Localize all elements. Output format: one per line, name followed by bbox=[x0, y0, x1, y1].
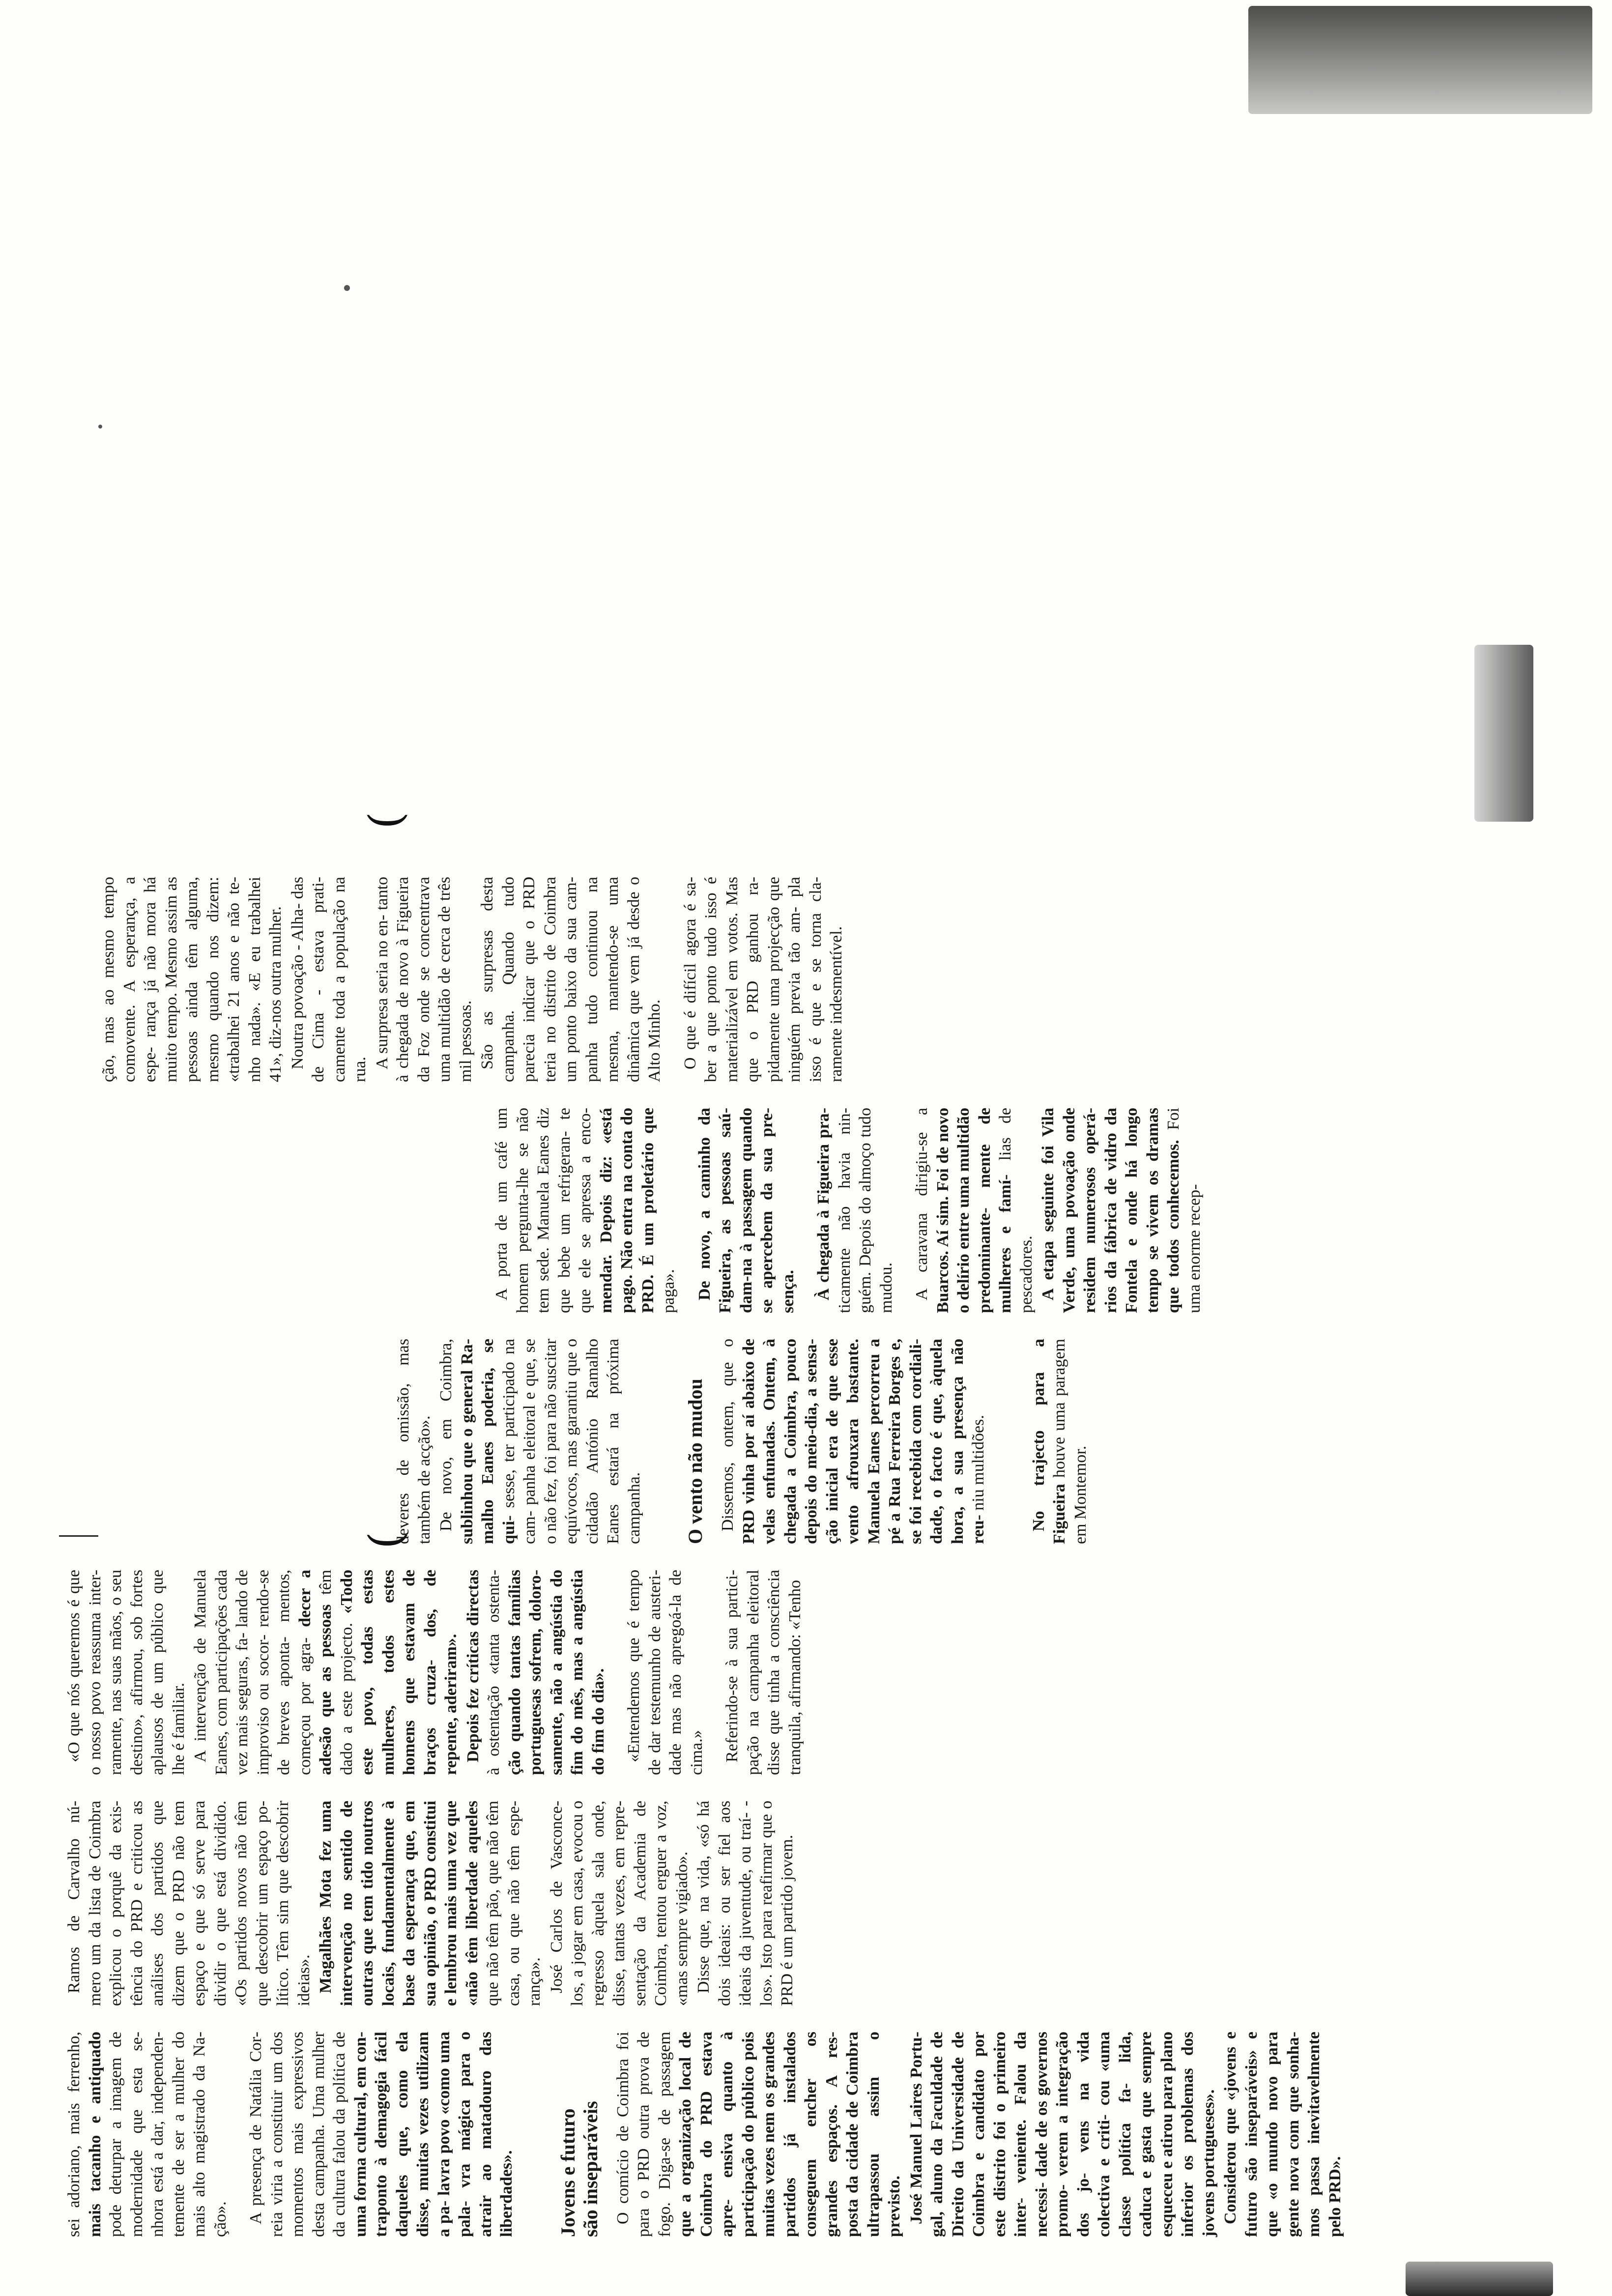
c5-line: rios da fábrica de vidro da bbox=[1101, 1108, 1120, 1313]
c2-line: casa, ou que não têm espe- bbox=[504, 1801, 523, 2006]
c4-line: No trajecto para a Figueira bbox=[1029, 1339, 1068, 1544]
c6-line: São as surpresas desta bbox=[478, 877, 496, 1069]
c3-line: mulheres, todos estes homens bbox=[379, 1570, 418, 1775]
c1-line: daqueles que, como ela disse, bbox=[393, 2032, 432, 2237]
c2-line: base da esperança que, em bbox=[400, 1801, 418, 2006]
c1-line: José Manuel Laires Portu- bbox=[907, 2032, 925, 2224]
c1-line: pelo PRD». bbox=[1325, 2156, 1344, 2237]
c5-line: ticamente não havia nin- bbox=[835, 1108, 854, 1313]
c5-line: Verde, uma povoação onde bbox=[1060, 1108, 1078, 1313]
c3-line: pação na campanha eleitoral bbox=[744, 1570, 762, 1775]
c6-line: o Alto Minho. bbox=[624, 877, 663, 1082]
c4-line: panha eleitoral e que, se o não bbox=[520, 1339, 560, 1544]
c4-line: também de acção». bbox=[415, 1415, 433, 1544]
c5-line: diz que bebe um refrigeran- bbox=[534, 1107, 574, 1313]
c6-line: tanto à chegada de novo à bbox=[373, 876, 412, 1082]
c1-line: veniente. Falou da necessi- bbox=[1011, 2032, 1051, 2237]
c4-line: depois do meio-dia, a sensa- bbox=[802, 1339, 820, 1544]
c6-line: rança já não mora há muito bbox=[141, 877, 180, 1082]
c1-line: vra mágica para o atrair ao bbox=[456, 2031, 495, 2237]
c4-line: De novo, em Coimbra, bbox=[437, 1339, 455, 1531]
column-6 bbox=[98, 877, 848, 1082]
c1-line: desta campanha. Uma mulher bbox=[309, 2032, 328, 2237]
c6-line: que ninguém previa tão am- bbox=[764, 876, 804, 1082]
c5-line: De novo, a caminho da bbox=[695, 1108, 714, 1300]
c3-line: cada vez mais seguras, fa- bbox=[212, 1570, 251, 1775]
c2-line: intervenção no sentido de bbox=[337, 1801, 356, 2006]
c6-line: comovente. A esperança, a espe- bbox=[120, 877, 159, 1082]
c3-line: dos, de repente, aderiram». bbox=[421, 1570, 460, 1775]
scan-speck-2 bbox=[98, 425, 102, 429]
c1-line: posta da cidade de Coimbra bbox=[843, 2032, 862, 2237]
c1-line: da cultura falou da política de bbox=[330, 2032, 348, 2237]
c2-line: que não têm pão, que não têm bbox=[484, 1801, 502, 2006]
c1-line: gente nova com que sonha- bbox=[1284, 2032, 1302, 2237]
c1-line: lavra povo «como uma pala- bbox=[434, 2031, 474, 2237]
c5-line: Fontela e onde há longo bbox=[1123, 1108, 1141, 1313]
c2-line: dizem que o PRD não tem bbox=[169, 1801, 188, 2006]
c3-line: «O que nós queremos é que bbox=[65, 1570, 83, 1762]
c6-line: Mas que o PRD ganhou ra- bbox=[722, 877, 762, 1082]
c2-line: Magalhães Mota fez uma bbox=[317, 1801, 335, 1993]
c6-line: tempo. Mesmo assim as bbox=[162, 877, 180, 1039]
scan-smudge-mid bbox=[1474, 645, 1533, 822]
c1-line: muitas vezes utilizam a pa- bbox=[414, 2031, 453, 2237]
open-paren: ( bbox=[360, 1531, 411, 1549]
c5-line: homem pergunta-lhe se não bbox=[513, 1108, 532, 1313]
c3-line: tranquila, afirmando: «Tenho bbox=[785, 1580, 804, 1775]
c5-line: tem sede. Manuela Eanes bbox=[534, 1135, 552, 1313]
column-2 bbox=[64, 1801, 799, 2006]
c2-line: voz, «mas sempre vigiado». bbox=[652, 1801, 691, 2006]
c1-line: nhora está a dar, independen- bbox=[148, 2032, 167, 2237]
c3-line: ramente, nas suas mãos, o seu bbox=[107, 1570, 125, 1775]
c1-line: A presença de Natália Cor- bbox=[247, 2032, 265, 2224]
c6-line: teria no distrito de Coimbra bbox=[541, 877, 559, 1082]
c6-line: na rua. bbox=[330, 877, 369, 1082]
c6-line: de cerca de três mil pessoas. bbox=[435, 877, 475, 1082]
c6-line: ção, mas ao mesmo tempo bbox=[99, 877, 117, 1082]
c1-line: traponto à demagogia fácil bbox=[372, 2032, 390, 2237]
c5-line: pago. Não entra na conta do bbox=[618, 1108, 636, 1313]
c6-line: Figueira da Foz onde se bbox=[394, 877, 433, 1082]
c5-line: A caravana dirigiu-se a bbox=[913, 1108, 931, 1300]
c5-line: PRD. É um proletário que bbox=[638, 1108, 657, 1313]
c3-line: aplausos de um público que bbox=[148, 1570, 167, 1775]
c6-line: mesma, mantendo-se uma bbox=[604, 877, 622, 1082]
c4-line: niu multidões. bbox=[969, 1415, 987, 1511]
c3-line: têm dado a este projecto. bbox=[317, 1570, 356, 1775]
c1-line: plano inferior os problemas bbox=[1157, 2032, 1197, 2237]
scan-smudge-left bbox=[1406, 2262, 1553, 2296]
c4-line: fez, foi para não suscitar bbox=[541, 1339, 560, 1503]
c1-line: nem os grandes partidos já bbox=[760, 2032, 799, 2237]
c2-line: los, a jogar em casa, evocou o bbox=[568, 1801, 586, 2006]
c1-line: futuro são inseparáveis» e bbox=[1242, 2032, 1261, 2237]
close-paren: ( bbox=[360, 811, 411, 829]
c2-line: sua opinião, o PRD constitui bbox=[421, 1801, 439, 2006]
c1-line: Coimbra e candidato por este bbox=[970, 2032, 1009, 2237]
c5-line: mendar. Depois diz: «está bbox=[597, 1108, 615, 1313]
c2-line: explicou o porquê da exis- bbox=[107, 1801, 125, 2006]
c4-line: velas enfunadas. Ontem, à bbox=[760, 1339, 778, 1544]
c3-line: ção quando tantas famílias bbox=[505, 1570, 524, 1775]
c1-line: sei adoriano, mais ferrenho, bbox=[65, 2032, 83, 2237]
c1-line: momentos mais expressivos bbox=[288, 2032, 307, 2237]
c4-line: Eanes estará na próxima bbox=[604, 1339, 622, 1544]
c3-line: lhe é familiar. bbox=[169, 1683, 188, 1775]
c3-line: destino», afirmou, sob fortes bbox=[127, 1570, 146, 1775]
c2-line: regresso àquela sala onde, bbox=[589, 1801, 607, 2006]
c6-line: nho nada». «E eu trabalhei bbox=[245, 877, 264, 1082]
c2-line: disse, tantas vezes, em repre- bbox=[610, 1801, 628, 2006]
c4-line: sublinhou que o general Ra- bbox=[458, 1339, 476, 1544]
c5-line: Buarcos. Aí sim. Foi de bbox=[933, 1147, 952, 1313]
c3-line: o nosso povo reassuma inter- bbox=[86, 1570, 104, 1775]
c1-line: ensiva quanto à participação bbox=[718, 2031, 757, 2237]
c5-line: novo o delírio entre uma bbox=[933, 1108, 973, 1313]
c5-line: A etapa seguinte foi Vila bbox=[1039, 1108, 1057, 1300]
c1-line: vens na vida colectiva e criti- bbox=[1074, 2031, 1113, 2237]
c4-line: Dissemos, ontem, que o bbox=[719, 1339, 737, 1531]
c5-line: À chegada à Figueira pra- bbox=[814, 1108, 833, 1300]
c5-line: mente de mulheres e famí- bbox=[975, 1108, 1014, 1313]
c2-line: dividir o que está dividido. bbox=[211, 1801, 230, 2006]
scan-speck-1 bbox=[344, 285, 350, 291]
c2-line: «não têm liberdade aqueles bbox=[462, 1801, 481, 2006]
c1-line: gal, aluno da Faculdade de bbox=[928, 2032, 946, 2237]
c2-line: outras que tem tido noutros bbox=[358, 1801, 376, 2006]
c6-line: camente toda a população bbox=[330, 899, 348, 1082]
c6-line: mesmo quando nos dizem: bbox=[203, 877, 222, 1082]
c1-line: O comício de Coimbra foi bbox=[613, 2032, 632, 2224]
c6-line: «trabalhei 21 anos e não te- bbox=[225, 877, 243, 1082]
c5-line: se apercebem da sua pre- bbox=[758, 1108, 776, 1313]
c2-line: locais, fundamentalmente à bbox=[379, 1801, 398, 2006]
c1-line: dade de os governos promo- bbox=[1032, 2032, 1071, 2237]
c3-line: decer a adesão que as pessoas bbox=[295, 1570, 335, 1775]
c2-line: dois ideais: ou ser fiel aos bbox=[715, 1801, 734, 2006]
c1-line: temente de ser a mulher do bbox=[169, 2032, 188, 2237]
c6-line: um ponto baixo da sua cam- bbox=[562, 877, 580, 1082]
c6-line: A surpresa seria no en- bbox=[373, 915, 391, 1069]
column-1 bbox=[64, 2032, 1347, 2237]
c2-line: Disse que, na vida, «só há bbox=[694, 1801, 713, 1993]
c2-line: que descobrir um espaço po- bbox=[253, 1801, 271, 2006]
c4-line: campanha. bbox=[625, 1472, 643, 1544]
c5-line: sença. bbox=[778, 1270, 797, 1313]
c1-line: Considerou que «jovens e bbox=[1221, 2032, 1239, 2224]
c5-line: residem numerosos operá- bbox=[1081, 1108, 1099, 1313]
c3-line: Depois fez críticas directas bbox=[463, 1570, 482, 1762]
c3-line: cima.» bbox=[687, 1730, 706, 1775]
c6-line: dinâmica que vem já desde bbox=[624, 891, 643, 1082]
c6-line: parecia indicar que o PRD bbox=[520, 877, 538, 1082]
c6-line: pla isso é que e se torna cla- bbox=[785, 877, 825, 1082]
c3-line: portuguesas sofrem, doloro- bbox=[526, 1570, 545, 1775]
c1-line: dos jovens portugueses». bbox=[1179, 2032, 1218, 2237]
c3-line: «Entendemos que é tempo bbox=[625, 1570, 643, 1762]
c6-line: panha tudo continuou na bbox=[582, 877, 601, 1082]
c3-line: «Todo este povo, todas estas bbox=[337, 1569, 376, 1775]
c6-line: ramente indesmentível. bbox=[827, 926, 845, 1082]
c5-line: dam-na à passagem quando bbox=[737, 1108, 755, 1313]
c1-line: Coimbra do PRD estava apre- bbox=[697, 2032, 736, 2237]
c3-line: dade mas não apregoá-la de bbox=[666, 1570, 685, 1775]
c4-line: deveres de omissão, mas bbox=[394, 1339, 412, 1544]
c6-line: pessoas ainda têm alguma, bbox=[183, 877, 201, 1082]
c1-line: fogo. Diga-se de passagem bbox=[655, 2032, 674, 2237]
c2-line: ideias». bbox=[294, 1954, 313, 2006]
c2-line: Coimbra, tentou erguer a bbox=[652, 1835, 670, 2006]
c5-line: te que ele se apressa a enco- bbox=[555, 1108, 594, 1313]
c4-line: o cidadão António Ramalho bbox=[562, 1339, 602, 1544]
c4-line: vento afrouxara bastante. bbox=[844, 1339, 862, 1544]
c6-line: materializável em votos. bbox=[722, 912, 741, 1082]
c3-line: lando de improviso ou socor- bbox=[233, 1570, 272, 1775]
c5-line: tudo mudou. bbox=[856, 1108, 895, 1313]
c2-line: rança». bbox=[525, 1957, 544, 2006]
c1-line: instalados conseguem encher bbox=[780, 2031, 820, 2237]
c2-line: análises dos partidos que bbox=[148, 1801, 167, 2006]
c1-line: Direito da Universidade de bbox=[949, 2032, 967, 2237]
c4-line: ção inicial era de que esse bbox=[823, 1339, 841, 1544]
c5-line: paga». bbox=[660, 1269, 678, 1313]
c1-line: lida, caduca e gasta que bbox=[1116, 2031, 1155, 2237]
c4-line: hora, a sua presença não reu- bbox=[948, 1339, 987, 1544]
c1-line: para o PRD outra prova de bbox=[634, 2032, 653, 2237]
c1-line: modernidade que esta se- bbox=[127, 2032, 146, 2237]
c2-line: lítico. Têm sim que descobrir bbox=[274, 1801, 292, 2006]
c2-line: o PRD é um partido jovem. bbox=[757, 1801, 796, 2006]
column-3 bbox=[64, 1570, 806, 1775]
c3-line: à ostentação «tanta ostenta- bbox=[485, 1570, 503, 1775]
c5-line: Foi uma enorme recep- bbox=[1164, 1107, 1204, 1313]
c6-line: 41», diz-nos outra mulher. bbox=[266, 906, 285, 1082]
c6-line: O que é difícil agora é sa- bbox=[681, 877, 699, 1069]
c4-line: foi recebida com cordiali- bbox=[906, 1338, 925, 1525]
c1-line: cou «uma classe política fa- bbox=[1095, 2031, 1134, 2237]
c1-line: verem a integração dos jo- bbox=[1053, 2032, 1093, 2237]
c6-line: das de Cima - estava prati- bbox=[288, 877, 327, 1082]
c2-line: «Os partidos novos não têm bbox=[232, 1801, 250, 2006]
scan-smudge-right bbox=[1248, 6, 1592, 114]
c3-line: samente, não a angústia do bbox=[547, 1570, 566, 1775]
c3-line: A intervenção de Manuela bbox=[191, 1570, 209, 1762]
c2-line: ideais da juventude, ou traí- bbox=[736, 1812, 754, 2006]
c1-line: pode deturpar a imagem de bbox=[107, 2032, 125, 2237]
c1-line: mais alto magistrado da Na- bbox=[190, 2032, 208, 2237]
c4-line: Manuela Eanes percorreu a bbox=[864, 1339, 883, 1544]
subheading-jovens: Jovens e futuro são inseparáveis bbox=[556, 2101, 602, 2237]
c4-line: PRD vinha por aí abaixo de bbox=[739, 1339, 758, 1544]
c4-line: chegada a Coimbra, pouco bbox=[781, 1339, 800, 1544]
c4-line: malho Eanes poderia, se qui- bbox=[479, 1339, 518, 1544]
c5-line: A porta de um café um bbox=[492, 1108, 511, 1300]
c1-line: distrito foi o primeiro inter- bbox=[990, 2032, 1030, 2237]
c4-line: sesse, ter participado na cam- bbox=[499, 1338, 539, 1544]
c4-line: equívocos, mas garantiu que bbox=[562, 1351, 580, 1544]
c1-line: do público pois muitas vezes bbox=[739, 2032, 778, 2237]
c1-line: mais tacanho e antiquado bbox=[86, 2032, 104, 2237]
c3-line: fim do dia». bbox=[589, 1668, 607, 1753]
c3-line: de dar testemunho de austeri- bbox=[645, 1570, 664, 1775]
c5-line: multidão predominante- bbox=[954, 1108, 994, 1313]
c2-line: e lembrou mais uma vez que bbox=[442, 1801, 460, 2006]
c2-line: sentação da Academia de bbox=[631, 1801, 649, 2006]
c3-line: Eanes, com participações bbox=[212, 1605, 230, 1775]
c3-line: Referindo-se à sua partici- bbox=[723, 1570, 741, 1762]
c5-line: guém. Depois do almoço bbox=[856, 1143, 874, 1313]
column-5 bbox=[491, 1108, 1206, 1313]
c6-line: concentrava uma multidão bbox=[414, 877, 454, 1082]
c6-line: Noutra povoação - Alha- bbox=[288, 903, 307, 1069]
c2-line: tência do PRD e criticou as bbox=[127, 1801, 146, 2006]
c3-line: que estavam de braços cruza- bbox=[400, 1570, 439, 1775]
c1-line: mos passa inevitavelmente bbox=[1305, 2032, 1323, 2237]
c2-line: José Carlos de Vasconce- bbox=[547, 1801, 566, 1993]
c1-line: que a organização local de bbox=[676, 2032, 694, 2237]
c6-line: pidamente uma projecção bbox=[764, 907, 783, 1082]
c3-line: disse que tinha a consciência bbox=[765, 1570, 783, 1775]
c1-line: os grandes espaços. A res- bbox=[802, 2032, 841, 2237]
c5-line: lias de pescadores. bbox=[996, 1107, 1036, 1313]
c4-line: dade, o facto é que, àquela bbox=[927, 1339, 946, 1544]
column-rule bbox=[59, 1535, 98, 1537]
c4-line: Montemor. bbox=[1071, 1445, 1090, 1520]
c1-line: reia viria a constituir um dos bbox=[267, 2032, 286, 2237]
c2-line: Ramos de Carvalho nú- bbox=[65, 1801, 83, 1993]
c1-line: ultrapassou assim o previsto. bbox=[864, 2032, 903, 2237]
c2-line: mero um da lista de Coimbra bbox=[86, 1801, 104, 2006]
c1-line: ção». bbox=[211, 2201, 230, 2237]
c2-line: espaço e que só serve para bbox=[190, 1801, 208, 2006]
c1-line: matadouro das liberdades». bbox=[476, 2032, 516, 2237]
column-4 bbox=[393, 1339, 1092, 1544]
c5-line: tempo se vivem os dramas bbox=[1143, 1108, 1162, 1313]
c6-line: campanha. Quando tudo bbox=[499, 877, 518, 1082]
c1-line: sempre esqueceu e atirou para bbox=[1137, 2032, 1176, 2237]
c6-line: ber a que ponto tudo isso é bbox=[702, 877, 720, 1082]
c1-line: uma forma cultural, em con- bbox=[351, 2032, 370, 2237]
c1-line: que «o mundo novo para bbox=[1263, 2032, 1281, 2237]
c3-line: fim do mês, mas a angústia do bbox=[568, 1570, 607, 1775]
c4-line: houve uma paragem em bbox=[1050, 1339, 1090, 1544]
c3-line: mentos, começou por agra- bbox=[275, 1570, 314, 1775]
c4-line: pé a Rua Ferreira Borges e, se bbox=[886, 1339, 925, 1544]
c5-line: que todos conhecemos. bbox=[1164, 1140, 1182, 1313]
subheading-vento: O vento não mudou bbox=[684, 1378, 706, 1544]
c3-line: rendo-se de breves aponta- bbox=[254, 1570, 293, 1775]
c5-line: Figueira, as pessoas saú- bbox=[716, 1108, 734, 1313]
c2-line: -los». Isto para reafirmar que bbox=[736, 1801, 776, 2006]
